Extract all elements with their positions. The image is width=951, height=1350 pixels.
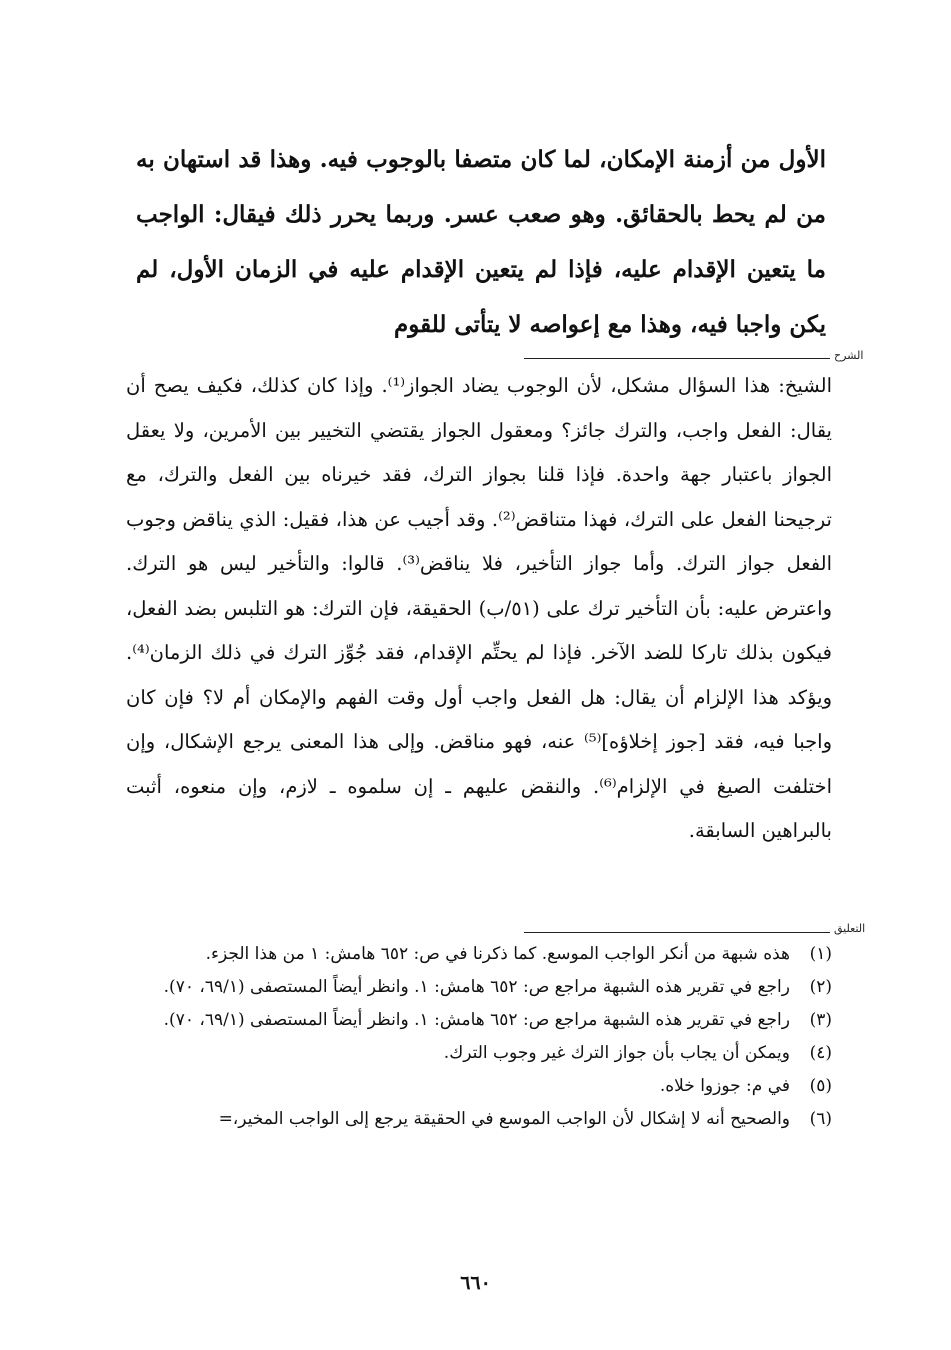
footnote-number: (٤): [809, 1043, 832, 1063]
footnote: [126, 938, 832, 970]
footnote: [126, 1037, 832, 1069]
footnote-number: (٢): [809, 977, 832, 997]
footnote-number: (١): [809, 944, 832, 964]
footnote-text: ويمكن أن يجاب بأن جواز الترك غير وجوب الترك.: [443, 1043, 790, 1063]
main-text: الأول من أزمنة الإمكان، لما كان متصفا بالوجوب فيه. وهذا قد استهان به من لم يحط بالحقائق. وهو صعب عسر. وربما يحرر ذلك فيقال: الواجب ما يتعين الإقدام عليه، فإذا لم يتعين الإقدام عليه في الزمان الأول، لم يكن واجبا فيه، وهذا مع إعواصه لا يتأتى للقوم: [136, 146, 826, 338]
taliq-label: التعليق: [834, 922, 866, 935]
footnote: [126, 1004, 832, 1036]
commentary-text: الشيخ: هذا السؤال مشكل، لأن الوجوب يضاد الجواز⁽¹⁾. وإذا كان كذلك، فكيف يصح أن يقال: الفعل واجب، والترك جائز؟ ومعقول الجواز يقتضي التخيير بين الأمرين، ولا يعقل الجواز باعتبار جهة واحدة. فإذا قلنا بجواز الترك، فقد خيرناه بين الفعل والترك، مع ترجيحنا الفعل على الترك، فهذا متناقض⁽²⁾. وقد أجيب عن هذا، فقيل: الذي يناقض وجوب الفعل جواز الترك. وأما جواز التأخير، فلا يناقض⁽³⁾. قالوا: والتأخير ليس هو الترك. واعترض عليه: بأن التأخير ترك على (٥١/ب) الحقيقة، فإن الترك: هو التلبس بضد الفعل، فيكون بذلك تاركا للضد الآخر. فإذا لم يحتِّم الإقدام، فقد جُوِّز الترك في ذلك الزمان⁽⁴⁾. ويؤكد هذا الإلزام أن يقال: هل الفعل واجب أول وقت الفهم والإمكان أم لا؟ فإن كان واجبا فيه، فقد [جوز إخلاؤه]⁽⁵⁾ عنه، فهو مناقض. وإلى هذا المعنى يرجع الإشكال، وإن اختلفت الصيغ في الإلزام⁽⁶⁾. والنقض عليهم ـ إن سلموه ـ لازم، وإن منعوه، أثبت بالبراهين السابقة.: [126, 374, 833, 842]
footnote-number: (٦): [809, 1109, 832, 1129]
sharh-label: الشرح: [834, 349, 864, 362]
footnote-text: والصحيح أنه لا إشكال لأن الواجب الموسع في الحقيقة يرجع إلى الواجب المخير،=: [218, 1109, 790, 1129]
footnote-text: في م: جوزوا خلاه.: [659, 1076, 790, 1096]
footnote: [126, 1070, 832, 1102]
footnote-text: راجع في تقرير هذه الشبهة مراجع ص: ٦٥٢ هامش: ١. وانظر أيضاً المستصفى (٦٩/١، ٧٠).: [163, 1010, 790, 1030]
footnote-number: (٥): [809, 1076, 832, 1096]
footnote-number: (٣): [809, 1010, 832, 1030]
footnote-text: راجع في تقرير هذه الشبهة مراجع ص: ٦٥٢ هامش: ١. وانظر أيضاً المستصفى (٦٩/١، ٧٠).: [163, 977, 790, 997]
footnotes: [126, 938, 832, 1136]
footnote: [126, 1103, 832, 1135]
footnote-text: هذه شبهة من أنكر الواجب الموسع. كما ذكرنا في ص: ٦٥٢ هامش: ١ من هذا الجزء.: [205, 944, 790, 964]
sharh-divider: [524, 358, 830, 359]
footnote: [126, 971, 832, 1003]
taliq-divider: [524, 932, 830, 933]
page-number: ٦٦٠: [460, 1272, 491, 1294]
